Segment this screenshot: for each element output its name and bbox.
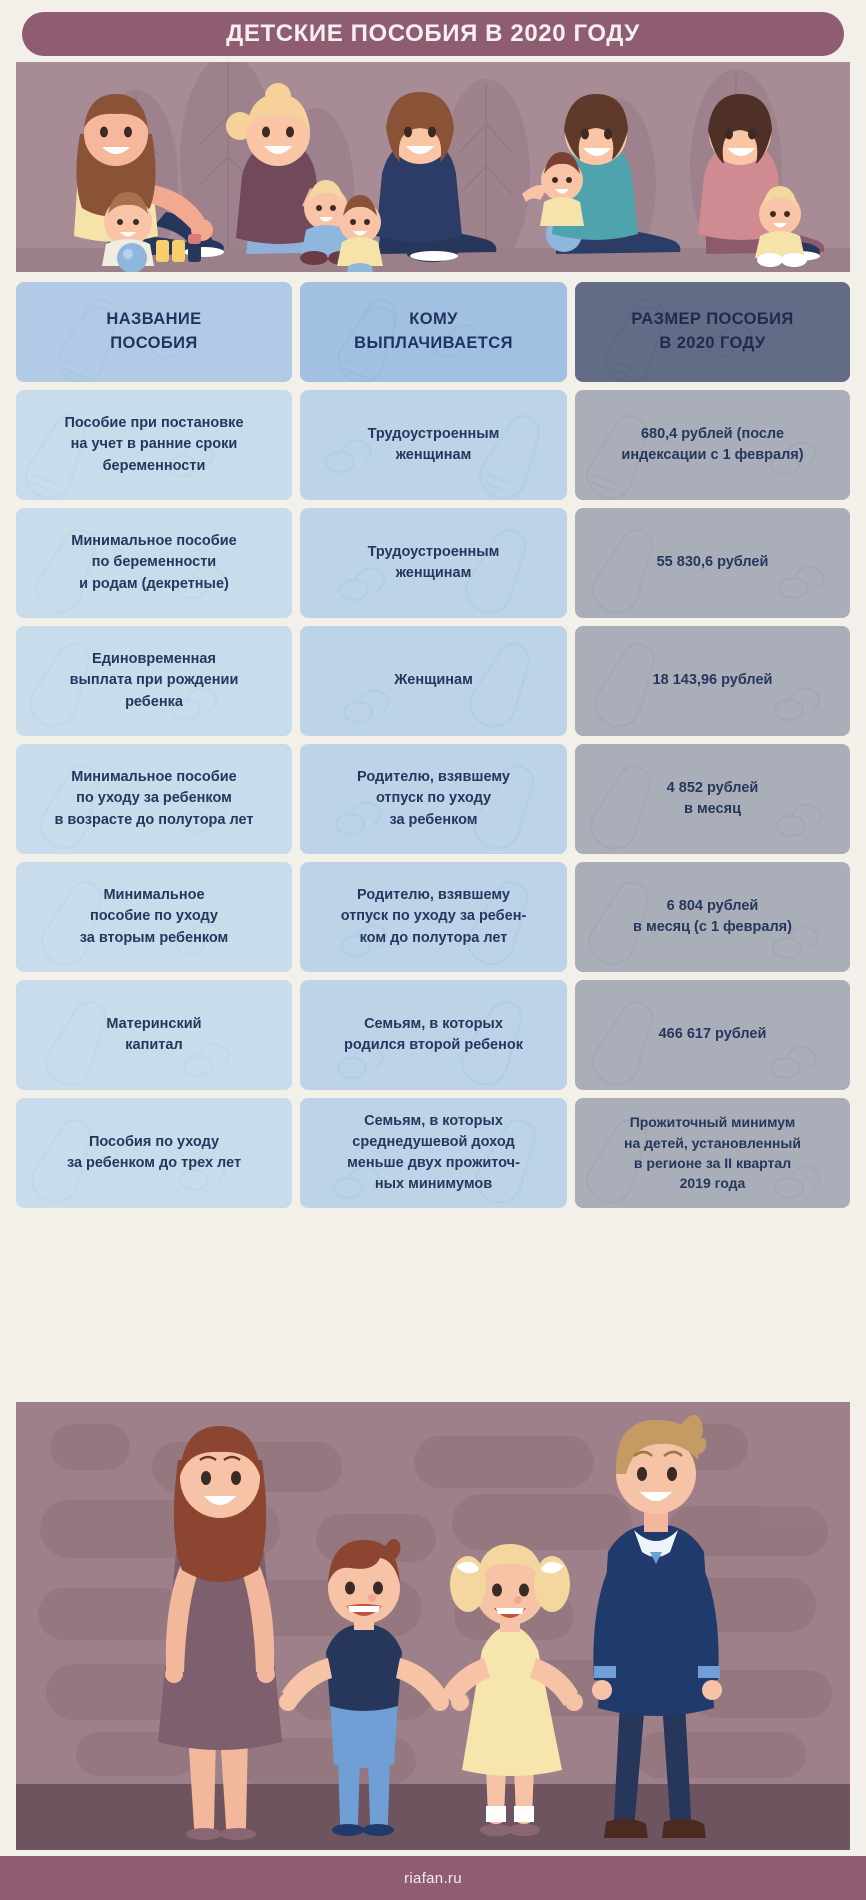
- cell-recipient: [300, 1098, 567, 1208]
- cell-benefit-name: [16, 1098, 292, 1208]
- cell-text: Пособия по уходу за ребенком до трех лет: [66, 1133, 242, 1171]
- column-header-amount: [575, 282, 850, 382]
- cell-benefit-name: [16, 390, 292, 500]
- cell-text: 680,4 рублей (после индексации с 1 февраля): [621, 425, 804, 463]
- table-row: [16, 508, 850, 618]
- cell-recipient: [300, 626, 567, 736]
- cell-amount: [575, 1098, 850, 1208]
- cell-text: Трудоустроенным женщинам: [367, 543, 500, 581]
- cell-amount: [575, 626, 850, 736]
- cell-text: 18 143,96 рублей: [652, 672, 773, 689]
- cell-text: Единовременная выплата при рождении ребенка: [69, 651, 239, 710]
- cell-text: 466 617 рублей: [658, 1026, 767, 1043]
- cell-benefit-name: [16, 508, 292, 618]
- column-header-name-label: НАЗВАНИЕ ПОСОБИЯ: [106, 310, 202, 352]
- table-row: [16, 626, 850, 736]
- family-of-four-illustration: [16, 1402, 850, 1850]
- cell-text: 6 804 рублей в месяц (с 1 февраля): [633, 897, 792, 935]
- column-header-recipient-label: КОМУ ВЫПЛАЧИВАЕТСЯ: [354, 310, 513, 352]
- table-row: [16, 862, 850, 972]
- cell-benefit-name: [16, 862, 292, 972]
- page-title: ДЕТСКИЕ ПОСОБИЯ В 2020 ГОДУ: [226, 20, 640, 47]
- cell-text: Родителю, взявшему отпуск по уходу за ребен- ком до полутора лет: [340, 887, 527, 946]
- table-row: [16, 1098, 850, 1208]
- cell-recipient: [300, 508, 567, 618]
- cell-text: Трудоустроенным женщинам: [367, 425, 500, 463]
- mothers-with-babies-illustration: [16, 62, 850, 272]
- cell-recipient: [300, 390, 567, 500]
- cell-recipient: [300, 862, 567, 972]
- cell-recipient: [300, 744, 567, 854]
- column-header-name: [16, 282, 292, 382]
- table-header-row: [16, 282, 850, 382]
- cell-text: Семьям, в которых среднедушевой доход меньше двух прожиточ- ных минимумов: [347, 1112, 520, 1193]
- benefits-table: [16, 282, 850, 1216]
- column-header-recipient: [300, 282, 567, 382]
- cell-text: Женщинам: [394, 672, 473, 689]
- table-row: [16, 744, 850, 854]
- cell-amount: [575, 980, 850, 1090]
- column-header-amount-label: РАЗМЕР ПОСОБИЯ В 2020 ГОДУ: [631, 310, 794, 352]
- cell-text: Минимальное пособие по беременности и родам (декретные): [71, 533, 237, 592]
- cell-recipient: [300, 980, 567, 1090]
- cell-amount: [575, 744, 850, 854]
- cell-text: Семьям, в которых родился второй ребенок: [344, 1015, 523, 1053]
- cell-text: 4 852 рублей в месяц: [666, 779, 759, 817]
- footer-bar: [0, 1856, 866, 1900]
- cell-text: Материнский капитал: [106, 1015, 202, 1053]
- cell-text: 55 830,6 рублей: [656, 554, 769, 571]
- cell-benefit-name: [16, 980, 292, 1090]
- cell-text: Минимальное пособие по уходу за ребенком в возрасте до полутора лет: [54, 769, 254, 828]
- source-label: riafan.ru: [404, 1869, 462, 1887]
- cell-text: Пособие при постановке на учет в ранние сроки беременности: [64, 415, 244, 474]
- table-row: [16, 390, 850, 500]
- cell-text: Прожиточный минимум на детей, установленный в регионе за II квартал 2019 года: [624, 1114, 801, 1192]
- cell-text: Родителю, взявшему отпуск по уходу за ребенком: [357, 769, 510, 828]
- title-banner: [22, 12, 844, 56]
- cell-benefit-name: [16, 626, 292, 736]
- table-row: [16, 980, 850, 1090]
- cell-amount: [575, 862, 850, 972]
- cell-amount: [575, 508, 850, 618]
- cell-amount: [575, 390, 850, 500]
- cell-text: Минимальное пособие по уходу за вторым ребенком: [79, 887, 229, 946]
- cell-benefit-name: [16, 744, 292, 854]
